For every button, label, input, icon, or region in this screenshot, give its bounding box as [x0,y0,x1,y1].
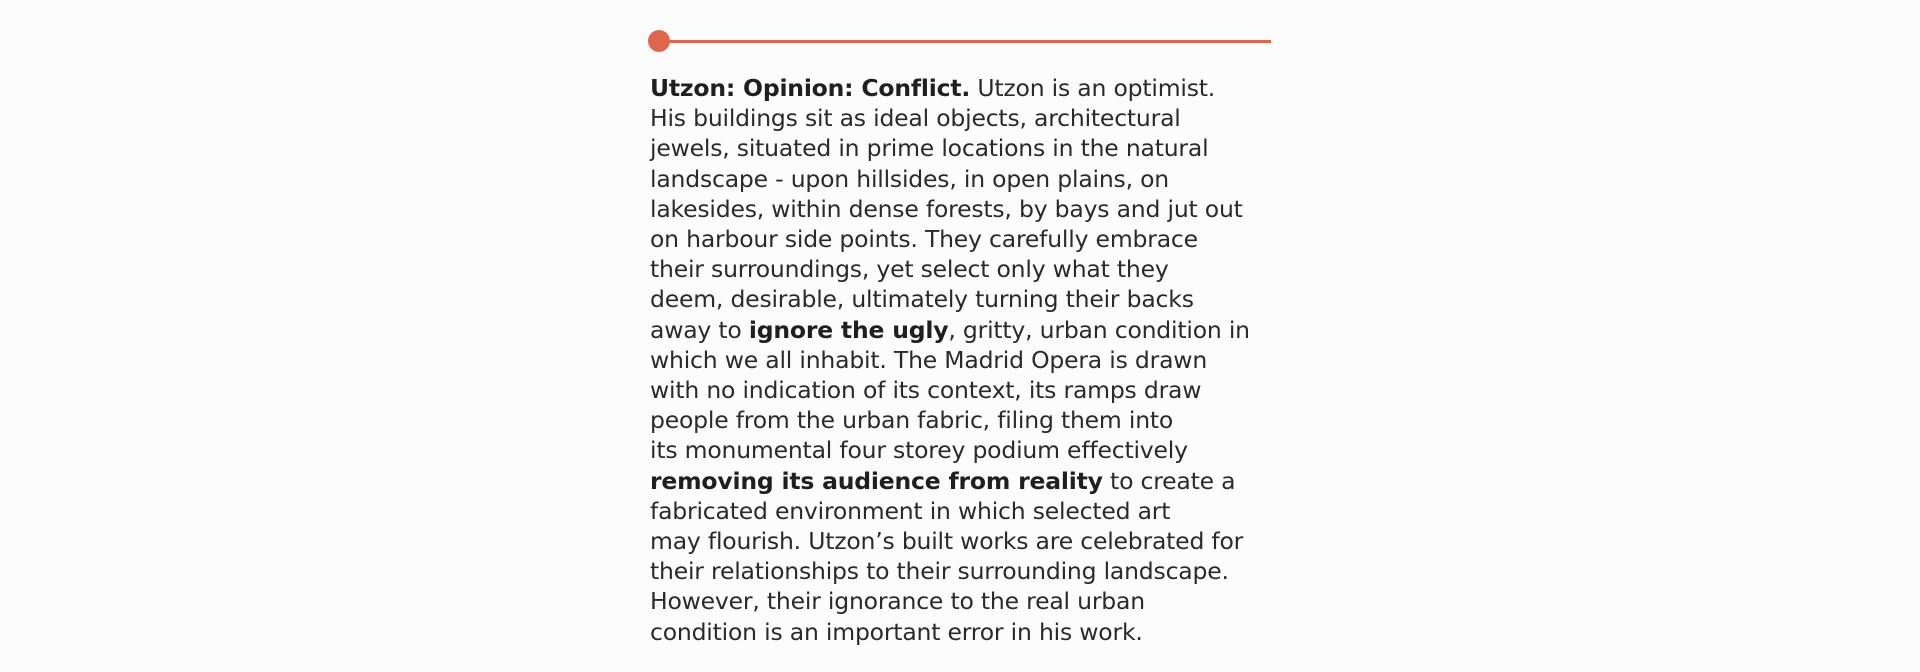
essay-line [650,254,1290,284]
essay-line [650,586,1290,616]
essay-text: may flourish. Utzon’s built works are celebrated for [650,527,1244,556]
essay-line [650,496,1290,526]
essay-line [650,466,1290,496]
essay-line [650,133,1290,163]
essay-text: people from the urban fabric, filing them into [650,406,1174,435]
emphasis-text: ignore the ugly [748,315,949,344]
essay-text: on harbour side points. They carefully embrace [650,225,1198,254]
divider-line [659,40,1271,43]
essay-text: to create a [1102,466,1236,495]
essay-line [650,375,1290,405]
essay-text: their relationships to their surrounding landscape. [650,557,1229,586]
essay-line [650,617,1290,647]
essay-line [650,405,1290,435]
essay-text: landscape - upon hillsides, in open plains, on [650,164,1169,193]
essay-text: deem, desirable, ultimately turning their backs [650,285,1194,314]
essay-text: However, their ignorance to the real urban [650,587,1145,616]
essay-text: , gritty, urban condition in [948,315,1250,344]
essay-line [650,73,1290,103]
section-divider [648,30,1271,52]
essay-line [650,224,1290,254]
essay-text: with no indication of its context, its ramps draw [650,376,1202,405]
essay-line [650,284,1290,314]
essay-text: Utzon is an optimist. [970,74,1216,102]
essay-line [650,103,1290,133]
essay-text: which we all inhabit. The Madrid Opera is drawn [650,345,1208,374]
essay-line [650,315,1290,345]
essay-line [650,194,1290,224]
essay-paragraph [650,73,1290,647]
essay-line [650,164,1290,194]
essay-line [650,526,1290,556]
essay-line [650,556,1290,586]
essay-text: His buildings sit as ideal objects, architectural [650,104,1181,133]
essay-text: lakesides, within dense forests, by bays and jut out [650,194,1243,223]
essay-text: away to [650,315,749,344]
essay-heading: Utzon: Opinion: Conflict. [650,74,971,102]
essay-line [650,435,1290,465]
emphasis-text: removing its audience from reality [650,466,1103,495]
essay-text: fabricated environment in which selected art [650,496,1171,525]
essay-text: their surroundings, yet select only what they [650,255,1169,284]
essay-text: its monumental four storey podium effectively [650,436,1188,465]
essay-text: condition is an important error in his work. [650,617,1143,646]
essay-line [650,345,1290,375]
essay-text: jewels, situated in prime locations in the natural [650,134,1209,163]
